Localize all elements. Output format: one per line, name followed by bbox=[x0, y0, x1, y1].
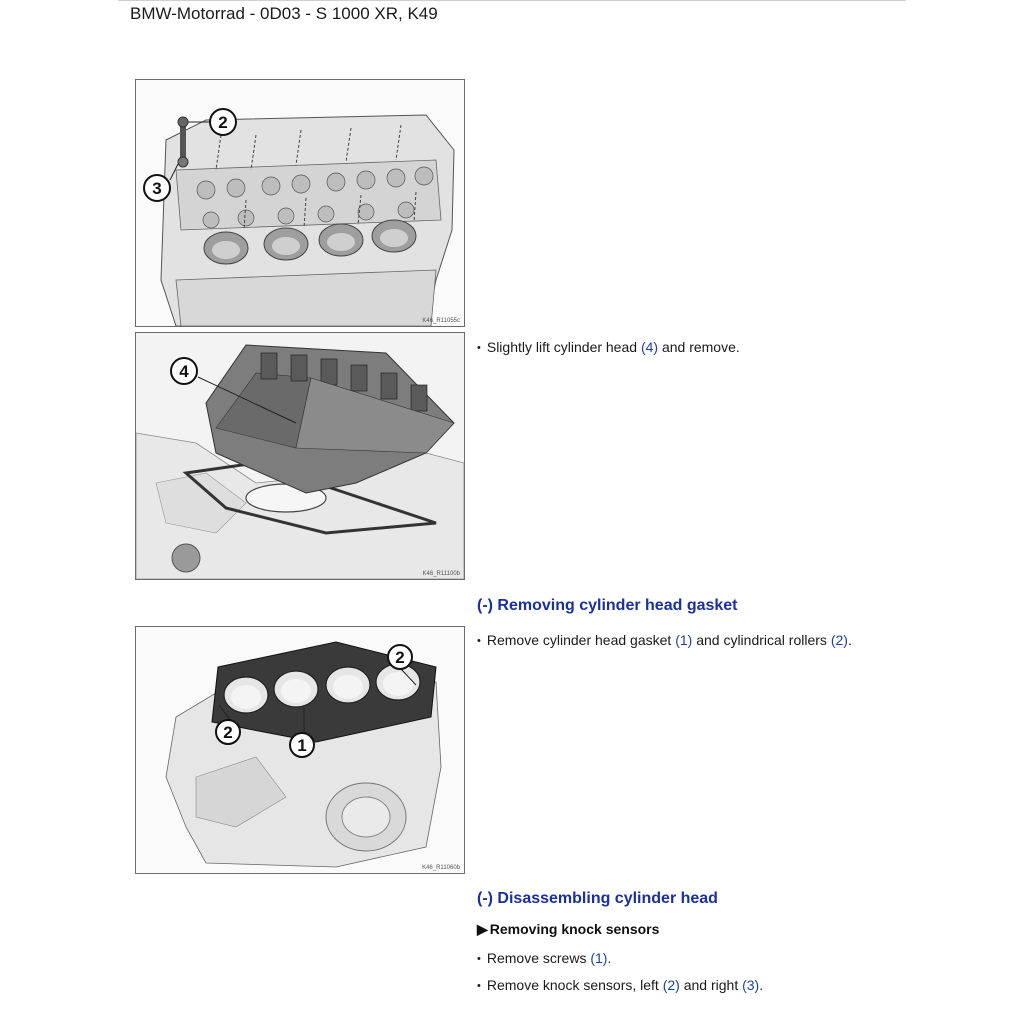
callout-2-left-label: 2 bbox=[223, 723, 233, 742]
bullet: • bbox=[477, 635, 481, 647]
subheading-knock-sensors: ▶ Removing knock sensors bbox=[477, 921, 660, 937]
callout-2-left bbox=[216, 720, 240, 744]
play-arrow-icon: ▶ bbox=[477, 921, 488, 937]
callout-1-label: 1 bbox=[297, 736, 307, 755]
reference-link[interactable]: (1) bbox=[675, 632, 693, 648]
figure-code: K46_R11100b bbox=[422, 571, 460, 577]
bullet: • bbox=[477, 980, 481, 992]
figure-cylinder-head-screws bbox=[135, 79, 465, 327]
figure1-callouts bbox=[136, 80, 464, 326]
callout-4-label: 4 bbox=[179, 362, 189, 381]
callout-2-right bbox=[388, 645, 412, 669]
figure3-callouts bbox=[136, 627, 464, 873]
step-remove-screws: • Remove screws (1). bbox=[477, 950, 612, 966]
reference-link[interactable]: (2) bbox=[830, 632, 848, 648]
bullet: • bbox=[477, 953, 481, 965]
callout-2-label: 2 bbox=[218, 113, 228, 132]
callout-4 bbox=[171, 358, 197, 384]
figure-code: K46_R11060b bbox=[422, 865, 460, 871]
callout-3 bbox=[144, 175, 170, 201]
step-remove-gasket: • Remove cylinder head gasket (1) and cylindrical rollers (2). bbox=[477, 632, 852, 648]
callout-3-label: 3 bbox=[152, 179, 162, 198]
step-lift-cylinder-head: • Slightly lift cylinder head (4) and remove. bbox=[477, 339, 740, 355]
figure-code: K46_R11055c bbox=[422, 318, 460, 324]
figure2-callouts bbox=[136, 333, 464, 579]
callout-1 bbox=[290, 733, 314, 757]
document-title: BMW-Motorrad - 0D03 - S 1000 XR, K49 bbox=[130, 4, 438, 23]
reference-link[interactable]: (1) bbox=[590, 950, 608, 966]
callout-2 bbox=[210, 109, 236, 135]
step-remove-knock-sensors: • Remove knock sensors, left (2) and right (3). bbox=[477, 977, 764, 993]
callout-2-right-label: 2 bbox=[395, 648, 405, 667]
figure-cylinder-head-gasket bbox=[135, 626, 465, 874]
section-title-removing-gasket: (-) Removing cylinder head gasket bbox=[477, 597, 738, 614]
bullet: • bbox=[477, 342, 481, 354]
reference-link[interactable]: (2) bbox=[662, 977, 680, 993]
section-title-disassembling: (-) Disassembling cylinder head bbox=[477, 890, 718, 907]
header-rule bbox=[118, 0, 906, 1]
reference-link[interactable]: (4) bbox=[640, 339, 659, 355]
reference-link[interactable]: (3) bbox=[742, 977, 760, 993]
figure-lift-cylinder-head bbox=[135, 332, 465, 580]
